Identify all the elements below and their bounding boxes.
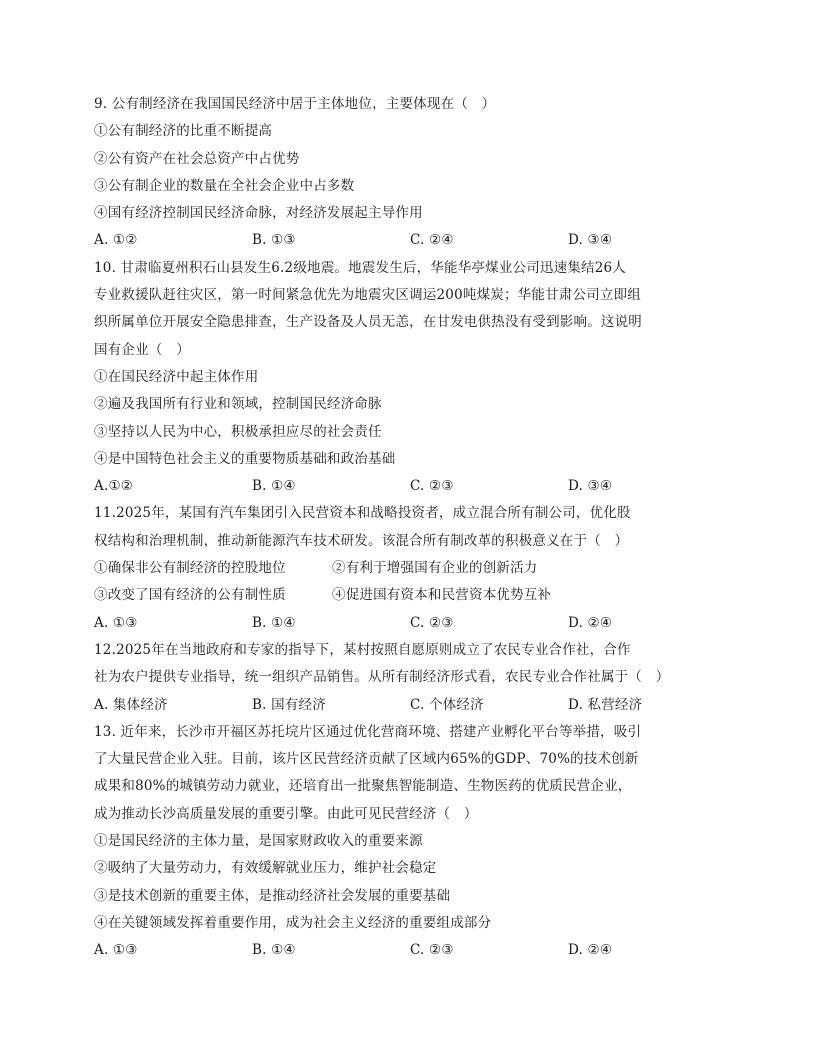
exam-page	[94, 93, 734, 967]
question-11-items-row-2	[94, 584, 734, 611]
question-13-item-3: ③是技术创新的重要主体，是推动经济社会发展的重要基础	[94, 887, 451, 904]
option-a: A. ①③	[94, 942, 138, 959]
question-12-options	[94, 694, 734, 721]
option-c: C. ②④	[410, 232, 454, 249]
option-b: B. ①③	[252, 232, 296, 249]
question-11-stem-line-2: 权结构和治理机制，推动新能源汽车技术研发。该混合所有制改革的积极意义在于（ ）	[94, 532, 629, 549]
question-10-item-2: ②遍及我国所有行业和领域，控制国民经济命脉	[94, 396, 382, 413]
option-c: C. ②③	[410, 614, 454, 631]
question-13-stem-line-3: 成果和80%的城镇劳动力就业，还培育出一批聚焦智能制造、生物医药的优质民营企业，	[94, 778, 632, 795]
option-a: A. ①②	[94, 232, 138, 249]
option-b: B. ①④	[252, 478, 296, 495]
option-c: C. ②③	[410, 942, 454, 959]
option-b: B. 国有经济	[252, 696, 326, 713]
question-10-stem-line-2: 专业救援队赶往灾区，第一时间紧急优先为地震灾区调运200吨煤炭；华能甘肃公司立即组	[94, 287, 641, 304]
question-13	[94, 721, 734, 967]
question-9-options	[94, 229, 734, 256]
option-d: D. ②④	[568, 614, 613, 631]
option-a: A.①②	[94, 478, 134, 495]
question-10-stem-line-3: 织所属单位开展安全隐患排查，生产设备及人员无恙，在甘发电供热没有受到影响。这说明	[94, 314, 642, 331]
question-10-item-3: ③坚持以人民为中心，积极承担应尽的社会责任	[94, 423, 382, 440]
question-9	[94, 93, 734, 257]
question-10-item-4: ④是中国特色社会主义的重要物质基础和政治基础	[94, 450, 396, 467]
option-d: D. ③④	[568, 232, 613, 249]
option-c: C. ②③	[410, 478, 454, 495]
option-d: D. 私营经济	[568, 696, 643, 713]
question-13-stem-line-4: 成为推动长沙高质量发展的重要引擎。由此可见民营经济（ ）	[94, 805, 478, 822]
question-13-item-1: ①是国民经济的主体力量，是国家财政收入的重要来源	[94, 833, 423, 850]
question-12-stem-line-2: 社为农户提供专业指导，统一组织产品销售。从所有制经济形式看，农民专业合作社属于（ ）	[94, 669, 670, 686]
question-12-stem-line-1: 12.2025年在当地政府和专家的指导下，某村按照自愿原则成立了农民专业合作社，合作	[94, 641, 631, 658]
option-d: D. ②④	[568, 942, 613, 959]
option-a: A. ①③	[94, 614, 138, 631]
question-13-stem-line-1: 13. 近年来，长沙市开福区苏托垸片区通过优化营商环境、搭建产业孵化平台等举措，吸引	[94, 723, 642, 740]
question-11-items-row-1	[94, 557, 734, 584]
question-10	[94, 257, 734, 503]
question-10-options	[94, 475, 734, 502]
question-10-stem-line-1: 10. 甘肃临夏州积石山县发生6.2级地震。地震发生后，华能华亭煤业公司迅速集结26人	[94, 259, 627, 276]
question-10-stem-line-4: 国有企业（ ）	[94, 341, 190, 358]
question-13-item-4: ④在关键领域发挥着重要作用，成为社会主义经济的重要组成部分	[94, 914, 492, 931]
question-13-item-2: ②吸纳了大量劳动力，有效缓解就业压力，维护社会稳定	[94, 860, 437, 877]
question-9-stem: 9. 公有制经济在我国国民经济中居于主体地位，主要体现在（ ）	[94, 96, 496, 112]
option-c: C. 个体经济	[410, 696, 484, 713]
question-11	[94, 502, 734, 638]
question-9-item-4: ④国有经济控制国民经济命脉，对经济发展起主导作用	[94, 205, 423, 222]
question-12	[94, 639, 734, 721]
option-b: B. ①④	[252, 942, 296, 959]
question-11-item-4: ④促进国有资本和民营资本优势互补	[332, 587, 552, 604]
option-d: D. ③④	[568, 478, 613, 495]
question-10-item-1: ①在国民经济中起主体作用	[94, 368, 259, 385]
question-11-options	[94, 612, 734, 639]
question-11-stem-line-1: 11.2025年，某国有汽车集团引入民营资本和战略投资者，成立混合所有制公司，优化股	[94, 505, 631, 522]
question-13-options	[94, 939, 734, 966]
question-9-item-1: ①公有制经济的比重不断提高	[94, 123, 273, 140]
question-11-item-1: ①确保非公有制经济的控股地位	[94, 560, 286, 577]
option-a: A. 集体经济	[94, 696, 168, 713]
question-9-item-2: ②公有资产在社会总资产中占优势	[94, 150, 300, 167]
question-11-item-2: ②有利于增强国有企业的创新活力	[332, 560, 538, 577]
option-b: B. ①④	[252, 614, 296, 631]
question-9-item-3: ③公有制企业的数量在全社会企业中占多数	[94, 177, 355, 194]
question-11-item-3: ③改变了国有经济的公有制性质	[94, 587, 286, 604]
question-13-stem-line-2: 了大量民营企业入驻。目前，该片区民营经济贡献了区域内65%的GDP、70%的技术创新	[94, 751, 639, 768]
